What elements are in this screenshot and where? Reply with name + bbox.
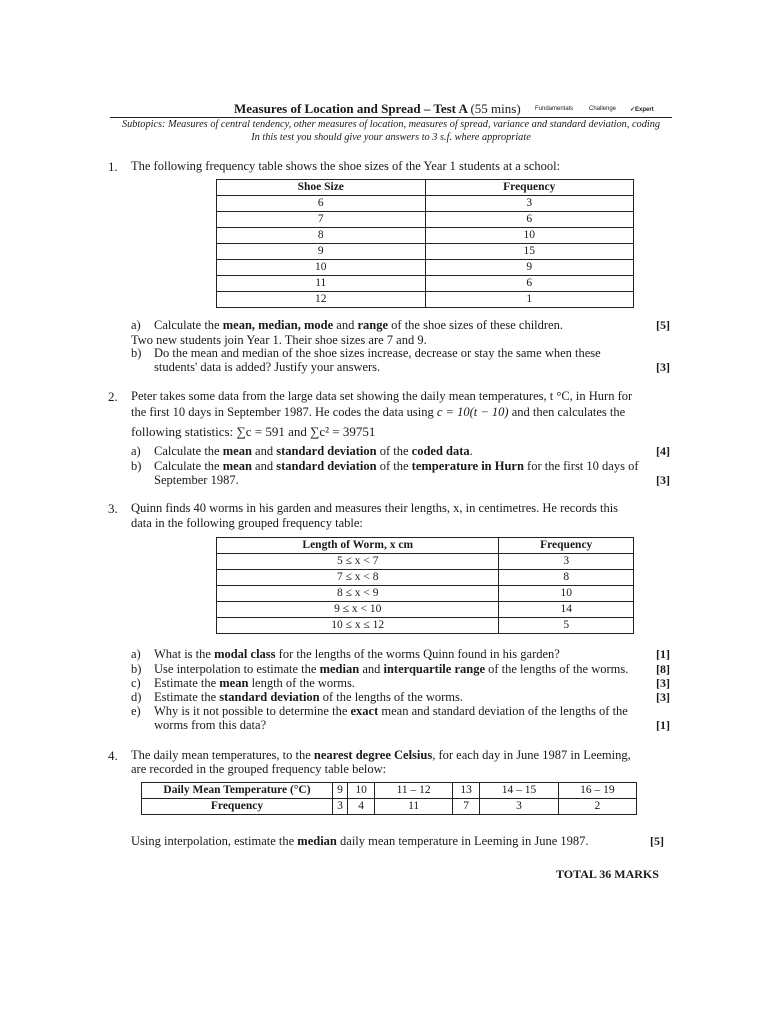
frequency-cell: 6 xyxy=(425,276,634,292)
shoe-size-cell: 11 xyxy=(217,276,426,292)
table-row xyxy=(217,212,634,228)
row-label-temperature: Daily Mean Temperature (°C) xyxy=(142,783,333,799)
q2a-label: a) xyxy=(131,444,141,458)
q3c-marks: [3] xyxy=(656,676,670,690)
frequency-cell: 15 xyxy=(425,244,634,260)
q3b-label: b) xyxy=(131,662,142,676)
q2-line1: Peter takes some data from the large data set showing the daily mean temperatures, t °C, in Hurn for xyxy=(131,389,633,403)
row-label-frequency: Frequency xyxy=(142,799,333,815)
shoe-size-cell: 8 xyxy=(217,228,426,244)
q1a-label: a) xyxy=(131,318,141,332)
q3b-marks: [8] xyxy=(656,662,670,676)
coding-formula: c = 10(t − 10) xyxy=(436,405,509,419)
table-row xyxy=(217,276,634,292)
sig-fig-note: In this test you should give your answers to 3 s.f. where appropriate xyxy=(251,132,531,143)
temperature-class-cell: 14 – 15 xyxy=(480,783,558,799)
q1-join-text: Two new students join Year 1. Their shoe sizes are 7 and 9. xyxy=(131,333,427,347)
q3a-marks: [1] xyxy=(656,647,670,661)
table-row xyxy=(217,292,634,308)
frequency-cell: 14 xyxy=(499,602,634,618)
q3e-marks: [1] xyxy=(656,718,670,732)
temperature-class-cell: 10 xyxy=(347,783,375,799)
shoe-size-table xyxy=(216,179,634,308)
length-class-cell: 5 ≤ x < 7 xyxy=(217,554,499,570)
table-header: Frequency xyxy=(499,538,634,554)
q3d-text: Estimate the standard deviation of the lengths of the worms. xyxy=(154,690,464,704)
q2-line3: following statistics: ∑c = 591 and ∑c² = 39751 xyxy=(131,424,376,439)
q3d-marks: [3] xyxy=(656,690,670,704)
table-row xyxy=(217,228,634,244)
frequency-cell: 1 xyxy=(425,292,634,308)
shoe-size-cell: 6 xyxy=(217,196,426,212)
q4-marks: [5] xyxy=(650,834,664,848)
frequency-cell: 10 xyxy=(425,228,634,244)
q3e-label: e) xyxy=(131,704,141,718)
subtopics-line: Subtopics: Measures of central tendency, other measures of location, measures of spread, variance and standard deviation, coding xyxy=(121,119,661,130)
frequency-cell: 3 xyxy=(333,799,348,815)
shoe-size-cell: 9 xyxy=(217,244,426,260)
q2b-label: b) xyxy=(131,459,142,473)
q2b-text-line1: Calculate the mean and standard deviation of the temperature in Hurn for the first 10 days of xyxy=(154,459,639,473)
frequency-cell: 5 xyxy=(499,618,634,634)
table-row xyxy=(217,244,634,260)
frequency-cell: 3 xyxy=(499,554,634,570)
temperature-class-cell: 13 xyxy=(452,783,480,799)
q3b-text: Use interpolation to estimate the median and interquartile range of the lengths of the worms. xyxy=(154,662,629,676)
frequency-cell: 8 xyxy=(499,570,634,586)
table-row xyxy=(217,554,634,570)
total-marks: TOTAL 36 MARKS xyxy=(556,867,659,881)
q3-number: 3. xyxy=(108,501,118,516)
q1a-text: Calculate the mean, median, mode and range of the shoe sizes of these children. xyxy=(154,318,563,332)
q2a-text: Calculate the mean and standard deviation of the coded data. xyxy=(154,444,473,458)
leeming-temperature-table xyxy=(141,782,637,815)
tier-expert: ✓Expert xyxy=(630,107,654,113)
q1-intro: The following frequency table shows the shoe sizes of the Year 1 students at a school: xyxy=(131,159,561,173)
tier-fundamentals: Fundamentals xyxy=(535,106,574,112)
table-header: Shoe Size xyxy=(217,180,426,196)
duration-text: (55 mins) xyxy=(470,101,521,116)
temperature-class-cell: 11 – 12 xyxy=(375,783,452,799)
length-class-cell: 7 ≤ x < 8 xyxy=(217,570,499,586)
table-row xyxy=(217,570,634,586)
q4-line1: The daily mean temperatures, to the nearest degree Celsius, for each day in June 1987 in Leeming, xyxy=(131,748,631,762)
q4-number: 4. xyxy=(108,748,118,763)
q2-line2: the first 10 days in September 1987. He codes the data using c = 10(t − 10) and then calculates the xyxy=(131,405,626,419)
q3-line2: data in the following grouped frequency table: xyxy=(131,516,363,530)
table-header: Length of Worm, x cm xyxy=(217,538,499,554)
temperature-class-cell: 9 xyxy=(333,783,348,799)
q3c-text: Estimate the mean length of the worms. xyxy=(154,676,356,690)
tier-challenge: Challenge xyxy=(589,106,617,112)
shoe-size-cell: 7 xyxy=(217,212,426,228)
frequency-cell: 3 xyxy=(480,799,558,815)
q3d-label: d) xyxy=(131,690,142,704)
temperature-class-cell: 16 – 19 xyxy=(558,783,636,799)
stat-sum-c2: ∑c² = 39751 xyxy=(310,424,376,439)
table-row xyxy=(217,260,634,276)
q2b-marks: [3] xyxy=(656,473,670,487)
q3e-text-line2: worms from this data? xyxy=(154,718,267,732)
length-class-cell: 9 ≤ x < 10 xyxy=(217,602,499,618)
q1b-text-line2: students' data is added? Justify your answers. xyxy=(154,360,381,374)
q2b-text-line2: September 1987. xyxy=(154,473,239,487)
test-title xyxy=(234,101,521,117)
worm-length-table xyxy=(216,537,634,634)
q2-number: 2. xyxy=(108,389,118,404)
q1b-label: b) xyxy=(131,346,142,360)
q1-number: 1. xyxy=(108,159,118,174)
table-header: Frequency xyxy=(425,180,634,196)
stat-sum-c: ∑c = 591 xyxy=(236,424,285,439)
q3-line1: Quinn finds 40 worms in his garden and measures their lengths, x, in centimetres. He records this xyxy=(131,501,619,515)
table-row xyxy=(217,618,634,634)
q3a-text: What is the modal class for the lengths of the worms Quinn found in his garden? xyxy=(154,647,560,661)
q4-final-text: Using interpolation, estimate the median daily mean temperature in Leeming in June 1987. xyxy=(131,834,589,848)
q3a-label: a) xyxy=(131,647,141,661)
title-text: Measures of Location and Spread – Test A xyxy=(234,101,468,116)
q3e-text-line1: Why is it not possible to determine the exact mean and standard deviation of the lengths of the xyxy=(154,704,628,718)
frequency-cell: 7 xyxy=(452,799,480,815)
frequency-cell: 6 xyxy=(425,212,634,228)
table-row xyxy=(217,196,634,212)
table-row xyxy=(217,602,634,618)
frequency-cell: 4 xyxy=(347,799,375,815)
q1b-text-line1: Do the mean and median of the shoe sizes increase, decrease or stay the same when these xyxy=(154,346,601,360)
length-class-cell: 10 ≤ x ≤ 12 xyxy=(217,618,499,634)
q1a-marks: [5] xyxy=(656,318,670,332)
frequency-cell: 2 xyxy=(558,799,636,815)
q2a-marks: [4] xyxy=(656,444,670,458)
q1b-marks: [3] xyxy=(656,360,670,374)
frequency-cell: 10 xyxy=(499,586,634,602)
length-class-cell: 8 ≤ x < 9 xyxy=(217,586,499,602)
frequency-cell: 9 xyxy=(425,260,634,276)
q4-line2: are recorded in the grouped frequency table below: xyxy=(131,762,387,776)
frequency-cell: 3 xyxy=(425,196,634,212)
shoe-size-cell: 10 xyxy=(217,260,426,276)
frequency-cell: 11 xyxy=(375,799,452,815)
q3c-label: c) xyxy=(131,676,141,690)
shoe-size-cell: 12 xyxy=(217,292,426,308)
table-row xyxy=(217,586,634,602)
